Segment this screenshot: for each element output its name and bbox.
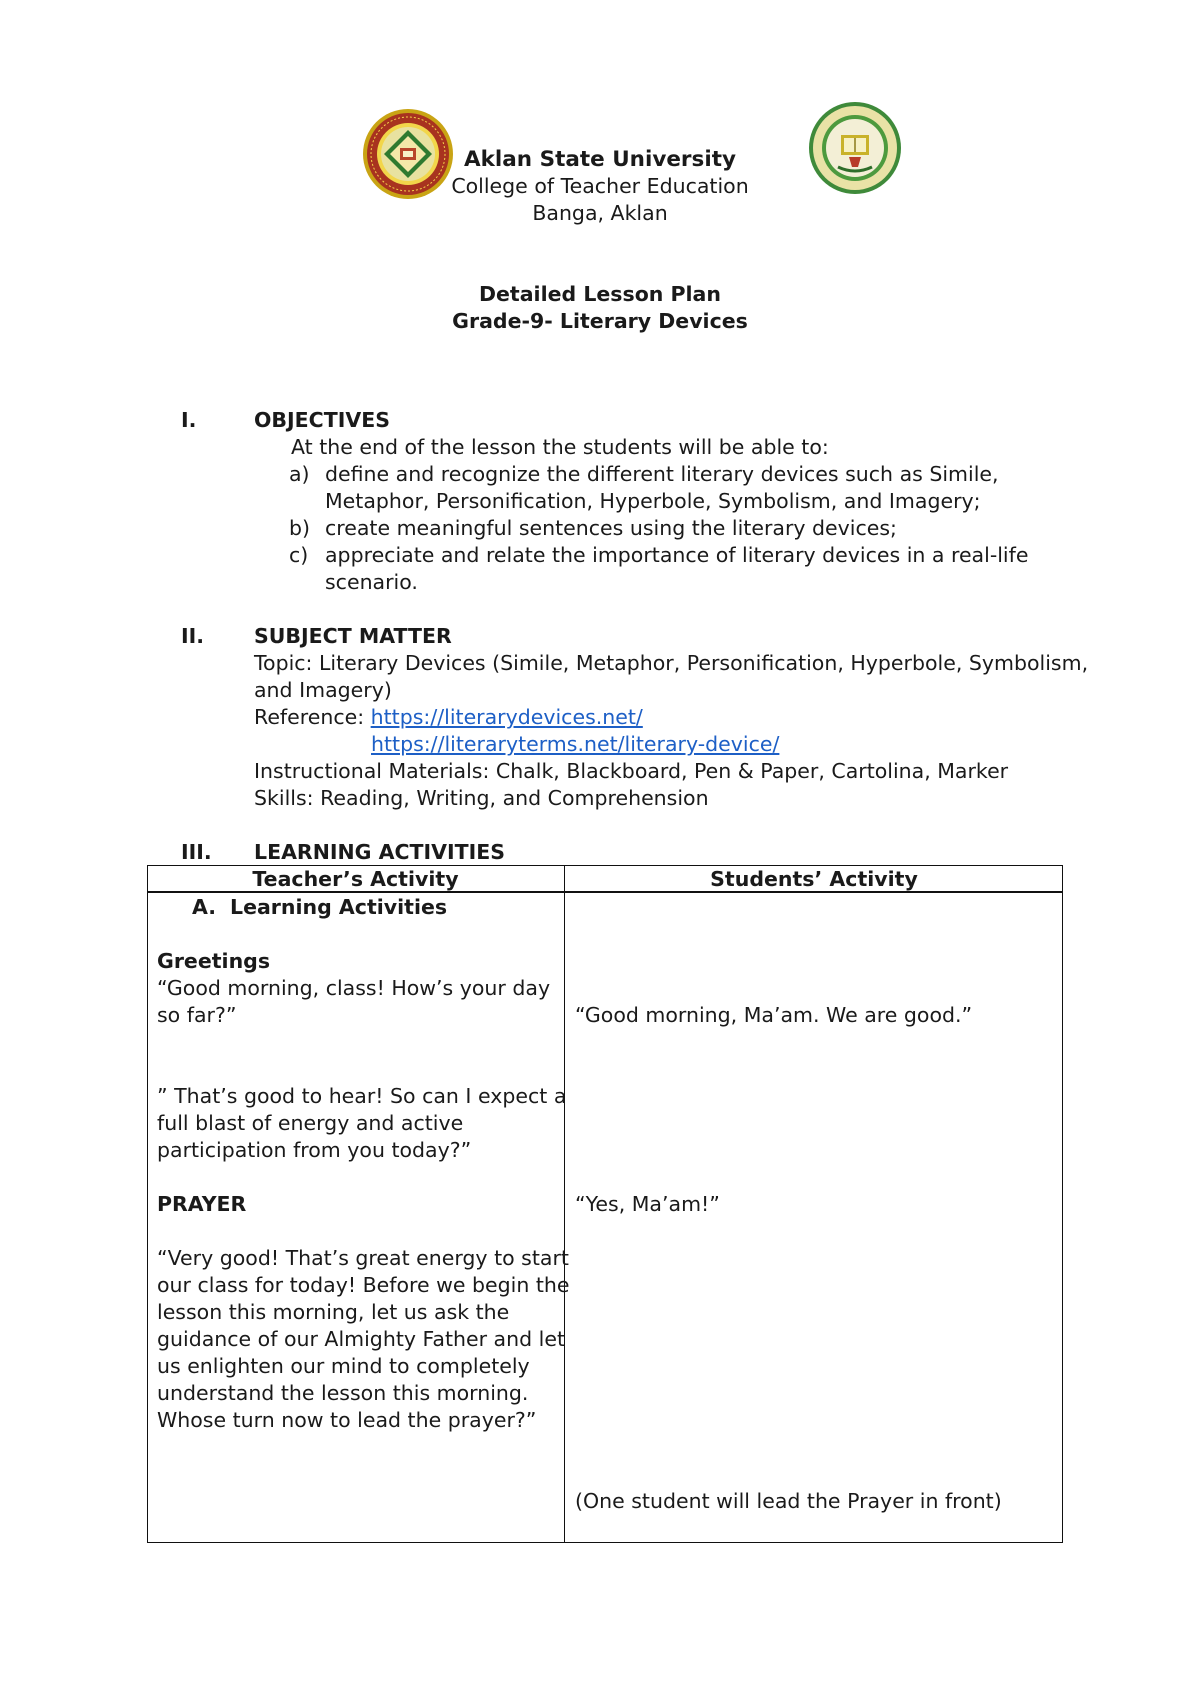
objective-marker: c) [289, 543, 309, 567]
table-column-divider [564, 865, 565, 1543]
greetings-heading: Greetings [157, 949, 271, 973]
section-marker: A. [192, 895, 217, 919]
college-name: College of Teacher Education [451, 174, 749, 198]
objective-text: Metaphor, Personification, Hyperbole, Symbolism, and Imagery; [325, 489, 981, 513]
subject-topic: Topic: Literary Devices (Simile, Metaphor, Personification, Hyperbole, Symbolism, [254, 651, 1089, 675]
lesson-plan-title: Detailed Lesson Plan [479, 282, 721, 306]
section-heading-objectives: OBJECTIVES [254, 408, 390, 432]
instructional-materials: Instructional Materials: Chalk, Blackboard, Pen & Paper, Cartolina, Marker [254, 759, 1009, 783]
skills: Skills: Reading, Writing, and Comprehension [254, 786, 709, 810]
prayer-heading: PRAYER [157, 1192, 247, 1216]
column-header-students: Students’ Activity [710, 867, 918, 891]
reference-link-literaryterms[interactable]: https://literaryterms.net/literary-device/ [371, 732, 780, 756]
section-heading-learning-activities: LEARNING ACTIVITIES [254, 840, 506, 864]
student-yes-response: “Yes, Ma’am!” [575, 1192, 720, 1216]
section-title: Learning Activities [230, 895, 448, 919]
teacher-followup-line: full blast of energy and active [157, 1111, 464, 1135]
objective-text: scenario. [325, 570, 418, 594]
section-numeral-subject-matter: II. [181, 624, 205, 648]
objective-marker: b) [289, 516, 311, 540]
teacher-followup-line: ” That’s good to hear! So can I expect a [157, 1084, 567, 1108]
lesson-plan-subtitle: Grade-9- Literary Devices [452, 309, 748, 333]
teacher-prayer-line: us enlighten our mind to completely [157, 1354, 530, 1378]
section-numeral-learning-activities: III. [181, 840, 212, 864]
objective-text: define and recognize the different literary devices such as Simile, [325, 462, 999, 486]
section-heading-subject-matter: SUBJECT MATTER [254, 624, 452, 648]
activities-table [147, 865, 1063, 1543]
college-location: Banga, Aklan [532, 201, 668, 225]
column-header-teacher: Teacher’s Activity [252, 867, 459, 891]
objectives-intro: At the end of the lesson the students will be able to: [291, 435, 829, 459]
teacher-prayer-line: “Very good! That’s great energy to start [157, 1246, 569, 1270]
teacher-prayer-line: Whose turn now to lead the prayer?” [157, 1408, 537, 1432]
objective-marker: a) [289, 462, 310, 486]
table-header-divider [147, 891, 1063, 893]
teacher-followup-line: participation from you today?” [157, 1138, 472, 1162]
teacher-greeting-line: so far?” [157, 1003, 237, 1027]
subject-topic-continued: and Imagery) [254, 678, 392, 702]
teacher-prayer-line: understand the lesson this morning. [157, 1381, 529, 1405]
student-greeting: “Good morning, Ma’am. We are good.” [575, 1003, 973, 1027]
teacher-greeting-line: “Good morning, class! How’s your day [157, 976, 551, 1000]
objective-text: create meaningful sentences using the literary devices; [325, 516, 897, 540]
teacher-prayer-line: guidance of our Almighty Father and let [157, 1327, 565, 1351]
reference-label: Reference: [254, 705, 371, 729]
reference-link-literarydevices[interactable]: https://literarydevices.net/ [370, 705, 643, 729]
objective-text: appreciate and relate the importance of literary devices in a real-life [325, 543, 1029, 567]
reference-line [254, 705, 643, 729]
university-name: Aklan State University [463, 147, 736, 172]
student-prayer-note: (One student will lead the Prayer in front) [575, 1489, 1002, 1513]
teacher-prayer-line: our class for today! Before we begin the [157, 1273, 570, 1297]
teacher-prayer-line: lesson this morning, let us ask the [157, 1300, 510, 1324]
section-numeral-objectives: I. [181, 408, 197, 432]
